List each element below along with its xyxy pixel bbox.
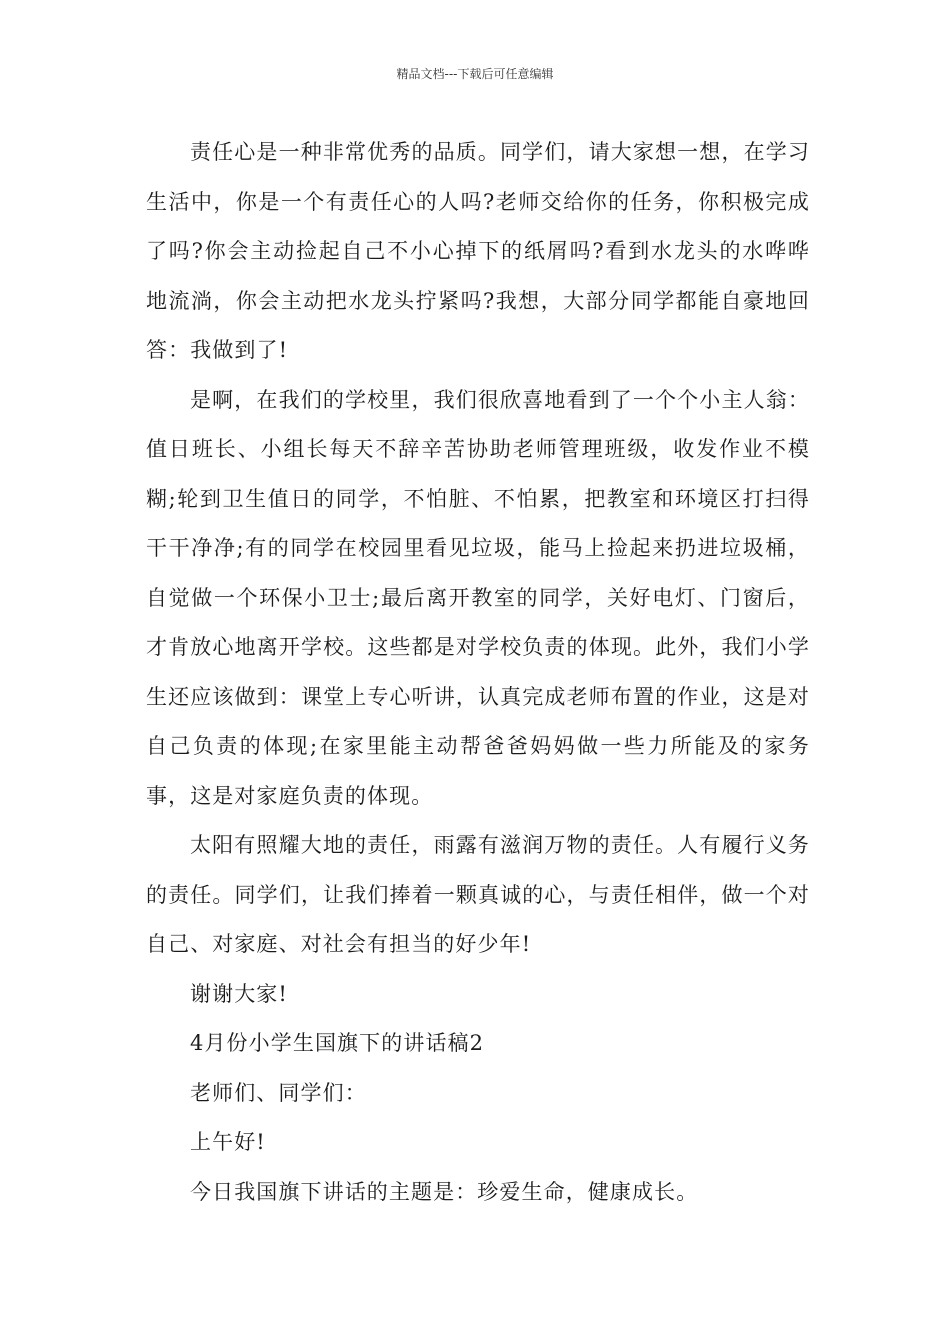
paragraph-greeting: 上午好! [190,1130,266,1154]
paragraph-school-examples: 是啊，在我们的学校里，我们很欣喜地看到了一个个小主人翁：值日班长、小组长每天不辞辛苦协助老师管理班级，收发作业不模糊;轮到卫生值日的同学，不怕脏、不怕累，把教室和环境区打扫得干干净净;有的同学在校园里看见垃圾，能马上捡起来扔进垃圾桶，自觉做一个环保小卫士;最后离开教室的同学，关好电灯、门窗后，才肯放心地离开学校。这些都是对学校负责的体现。此外，我们小学生还应该做到：课堂上专心听讲，认真完成老师布置的作业，这是对自己负责的体现;在家里能主动帮爸爸妈妈做一些力所能及的家务事，这是对家庭负责的体现。 [146,387,810,808]
paragraph-responsibility-intro: 责任心是一种非常优秀的品质。同学们，请大家想一想，在学习生活中，你是一个有责任心的人吗?老师交给你的任务，你积极完成了吗?你会主动捡起自己不小心掉下的纸屑吗?看到水龙头的水哗哗地流淌，你会主动把水龙头拧紧吗?我想，大部分同学都能自豪地回答：我做到了! [146,140,810,362]
section-title: 4月份小学生国旗下的讲话稿2 [190,1031,485,1055]
page-header: 精品文档---下载后可任意编辑 [396,67,554,81]
paragraph-salutation: 老师们、同学们： [190,1080,367,1105]
paragraph-thanks: 谢谢大家! [190,981,288,1006]
document-body [146,128,810,1217]
paragraph-sun-and-dew: 太阳有照耀大地的责任，雨露有滋润万物的责任。人有履行义务的责任。同学们，让我们捧着一颗真诚的心，与责任相伴，做一个对自己、对家庭、对社会有担当的好少年! [146,833,810,956]
paragraph-topic: 今日我国旗下讲话的主题是：珍爱生命，健康成长。 [190,1179,699,1204]
